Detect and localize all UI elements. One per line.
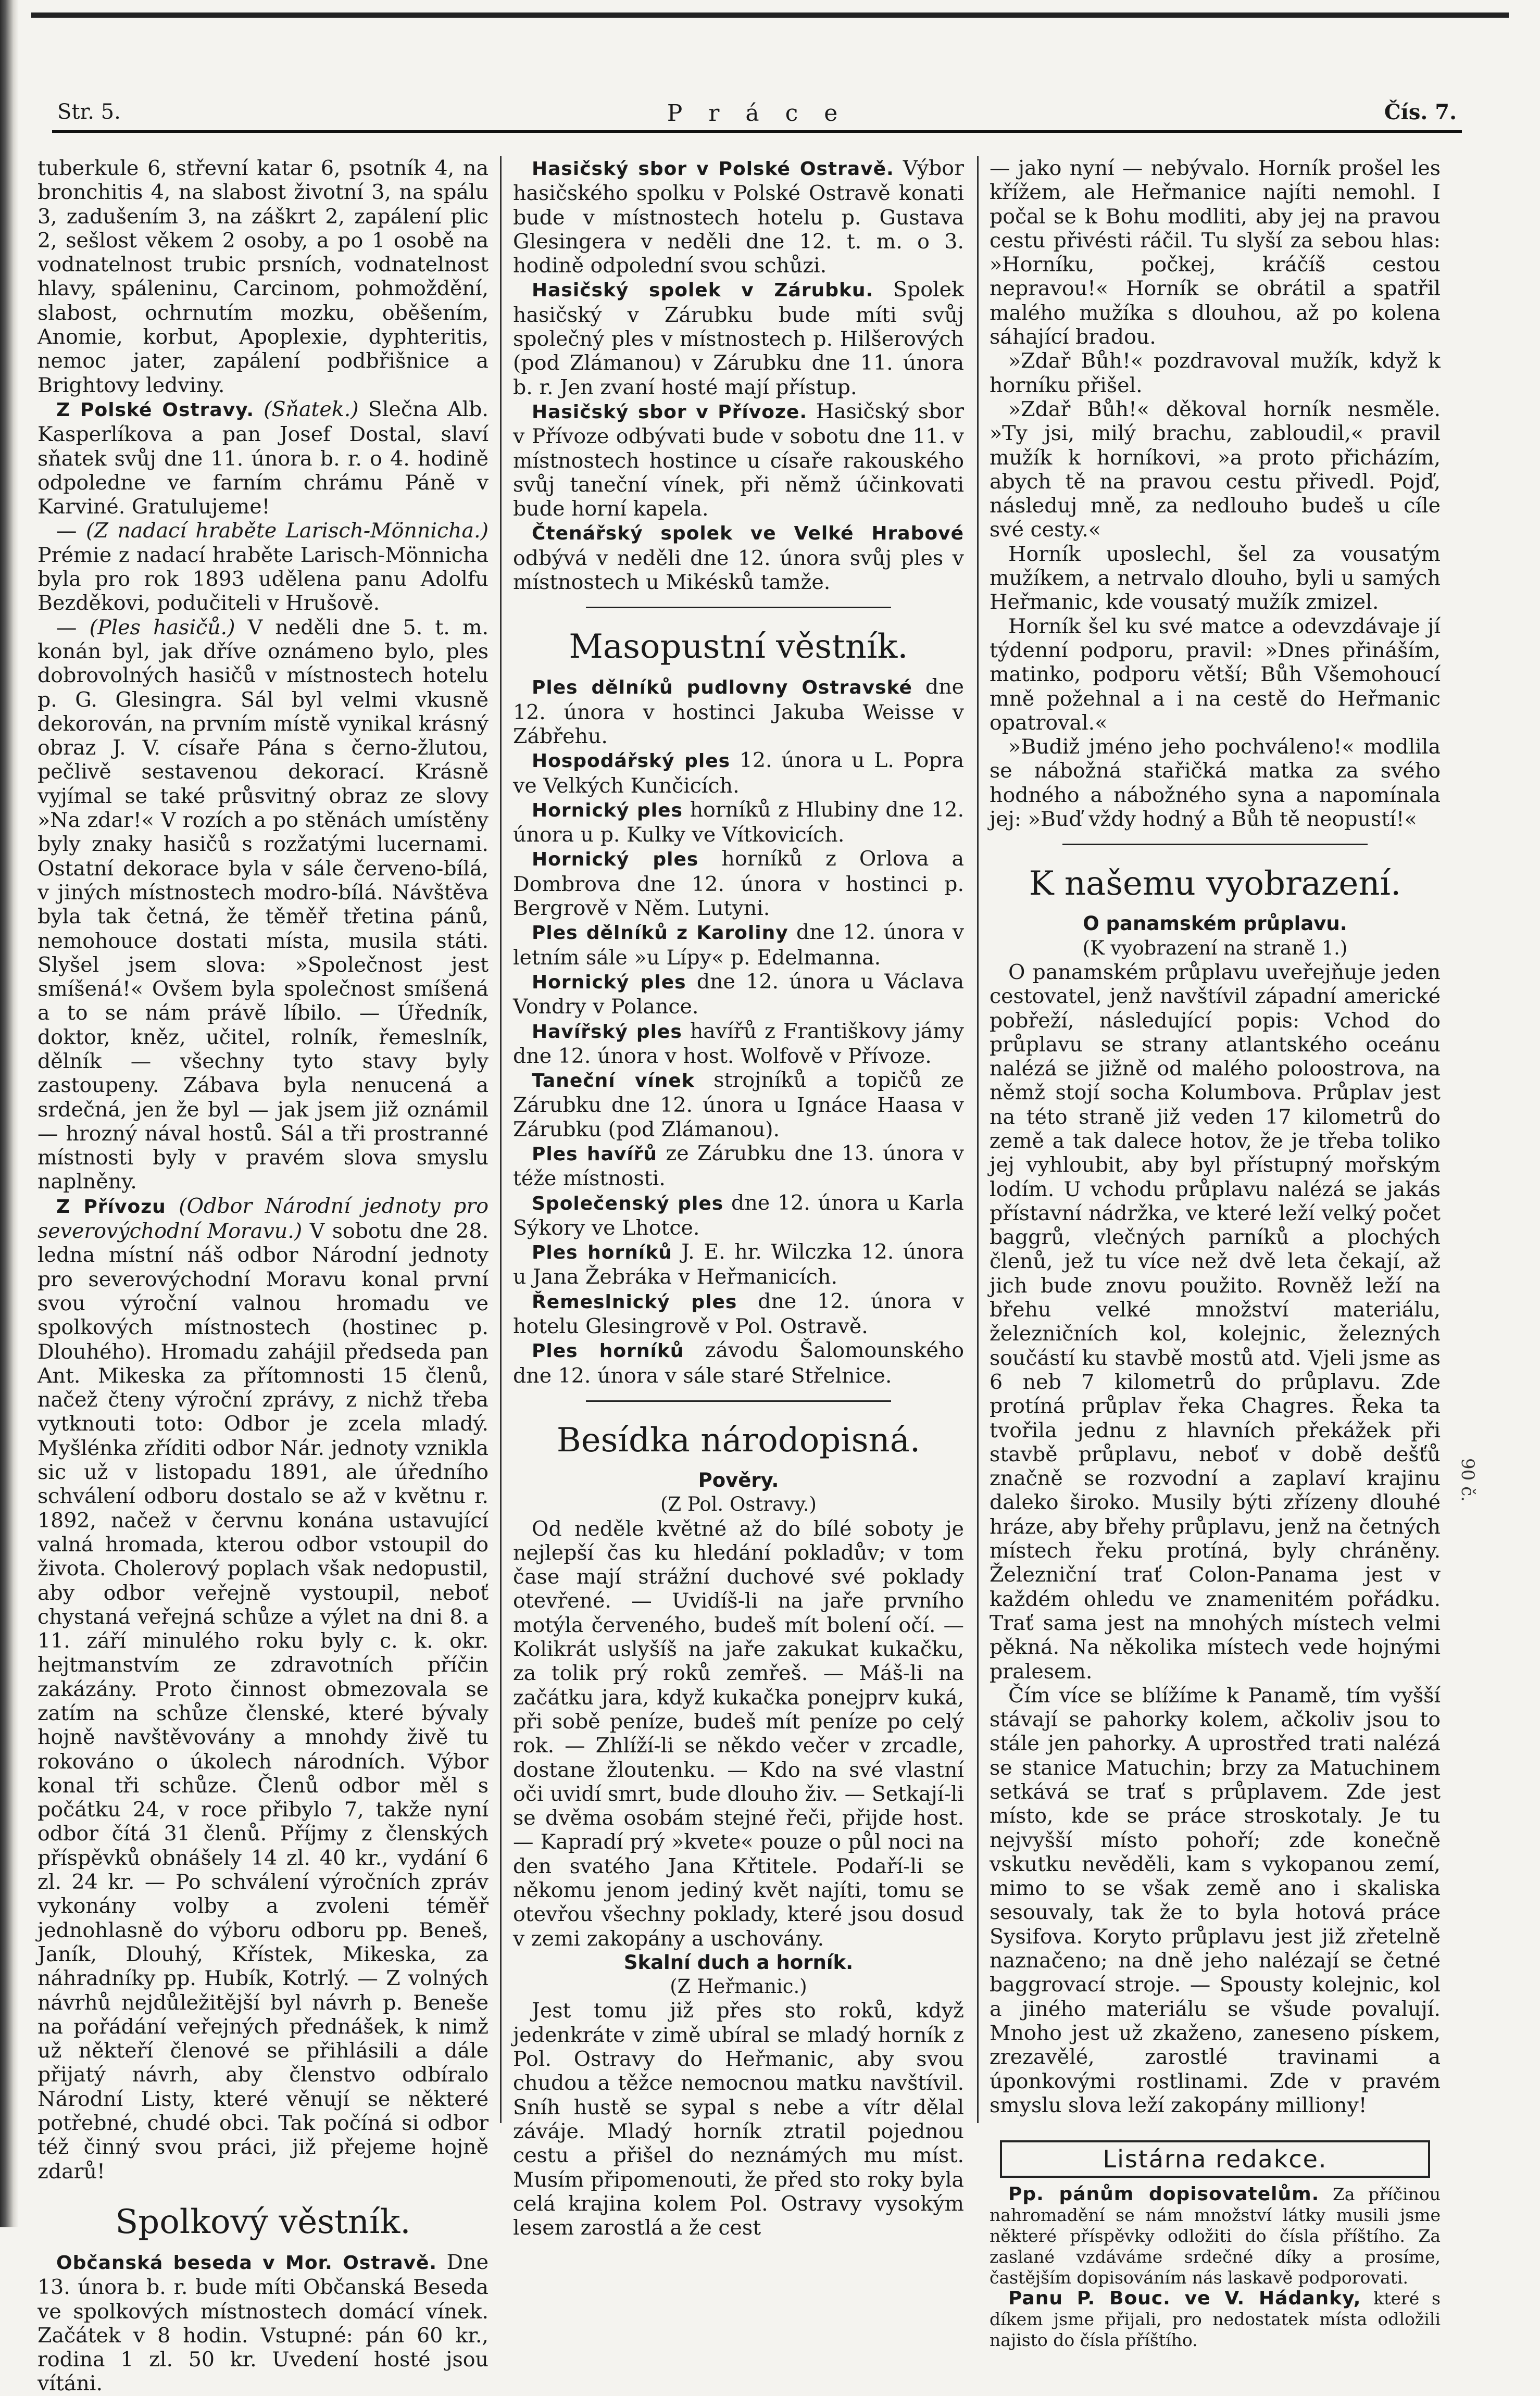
- item-heading: Hasičský sbor v Polské Ostravě.: [532, 158, 894, 180]
- item-text: horníků z Hlubiny dne 12. února u p. Kulky ve Vítkovicích.: [513, 797, 965, 847]
- news-item: — (Z nadací hraběte Larisch-Mönnicha.) Prémie z nadací hraběte Larisch-Mönnicha byla pro rok 1893 udělena panu Adolfu Bezděkovi, podučiteli v Hrušově.: [37, 519, 489, 616]
- news-item: [37, 1194, 489, 2184]
- ball-item: [513, 1289, 964, 1339]
- column-divider: [500, 156, 502, 2123]
- page-number: Str. 5.: [57, 100, 121, 124]
- ball-item: [513, 1191, 964, 1240]
- divider: [586, 1400, 891, 1402]
- notice-text: které s díkem jsme přijali, pro nedostatek místa odložili najisto do čísla příštího.: [990, 2288, 1441, 2351]
- news-item: — (Ples hasičů.) V neděli dne 5. t. m. konán byl, jak dříve oznámeno bylo, ples dobrovolných hasičů v místnostech hotelu p. G. Glesingra. Sál byl velmi vkusně dekorován, na prvním místě vynikal krásný obraz J. V. císaře Pána s černo-žlutou, pečlivě sestavenou dekorací. Krásně vyjímal se také průsvitný obraz ze slovy »Na zdar!« V rozích a po stěnách umístěny byly znaky hasičů s rozžatými lucernami. Ostatní dekorace byla v sále červeno-bílá, v jiných místnostech modro-bílá. Návštěva byla tak četná, že těměř třetina pánů, nemohouce dostati místa, musila státi. Slyšel jsem slova: »Společnost jest smíšená!« Ovšem byla společnost smíšená a to se nám právě líbilo. — Úředník, doktor, kněz, učitel, rolník, řemeslník, dělník — všechny tyto stavy byly zastoupeny. Zábava byla nenucená a srdečná, jen že byl — jak jsem již oznámil — hrozný nával hostů. Sál a tři prostranné místnosti byly v pravém slova smyslu naplněny.: [37, 615, 489, 1194]
- ball-item: [513, 1141, 964, 1191]
- paragraph: Jest tomu již přes sto roků, když jedenkráte v zimě ubíral se mladý horník z Pol. Ostravy do Heřmanic, aby svou chudou a těžce nemocnou matku navštívil. Sníh hustě se sypal s nebe a vítr dělal záváje. Mladý horník ztratil pojednou cestu a přišel do neznámých mu míst. Musím připomenouti, že před sto roky byla celá krajina kolem Pol. Ostravy vysokým lesem zarostlá a že cest: [513, 1999, 964, 2240]
- item-heading: Taneční vínek: [532, 1070, 695, 1092]
- item-heading: Hornický ples: [532, 849, 699, 871]
- header-rule: [52, 130, 1462, 133]
- item-text: V neděli dne 5. t. m. konán byl, jak dříve oznámeno bylo, ples dobrovolných hasičů v místnostech hotelu p. G. Glesingra. Sál byl velmi vkusně dekorován, na prvním místě vynikal krásný obraz J. V. císaře Pána s černo-žlutou, pečlivě sestavenou dekorací. Krásně vyjímal se také průsvitný obraz ze slovy »Na zdar!« V rozích a po stěnách umístěny byly znaky hasičů s rozžatými lucernami. Ostatní dekorace byla v sále červeno-bílá, v jiných místnostech modro-bílá. Návštěva byla tak četná, že těměř třetina pánů, nemohouce dostati místa, musila státi. Slyšel jsem slova: »Společnost jest smíšená!« Ovšem byla společnost smíšená a to se nám právě líbilo. — Úředník, doktor, kněz, učitel, rolník, řemeslník, dělník — všechny tyto stavy byly zastoupeny. Zábava byla nenucená a srdečná, jen že byl — jak jsem již oznámil — hrozný nával hostů. Sál a tři prostranné místnosti byly v pravém slova smyslu naplněny.: [37, 615, 489, 1194]
- item-source: (Z nadací hraběte Larisch-Mönnicha.): [86, 519, 489, 543]
- paragraph: »Budiž jméno jeho pochváleno!« modlila se nábožná stařičká matka za svého hodného a nábožného syna a napomínala jej: »Buď vždy hodný a Bůh tě neopustí!«: [990, 735, 1441, 832]
- paragraph: tuberkule 6, střevní katar 6, psotník 4, na bronchitis 4, na slabost životní 3, na spálu 3, zadušením 3, na záškrt 2, zapálení plic 2, sešlost věkem 2 osoby, a po 1 osobě na vodnatelnost trubic prsních, vodnatelnost hlavy, spáleninu, Carcinom, pohmoždění, slabost, ochrnutím mozku, oběšením, Anomie, korbut, Apoplexie, dyphteritis, nemoc jater, zapálení podbřišnice a Brightovy ledviny.: [37, 156, 489, 397]
- divider: [586, 607, 891, 608]
- item-heading: Z Přívozu: [56, 1196, 166, 1218]
- ball-item: [513, 920, 964, 970]
- item-heading: Ples horníků: [532, 1242, 672, 1264]
- item-heading: Hasičský spolek v Zárubku.: [532, 280, 874, 302]
- article-title: Pověry.: [698, 1469, 779, 1491]
- newspaper-title: P r á c e: [667, 100, 847, 127]
- paragraph: O panamském průplavu uveřejňuje jeden cestovatel, jenž navštívil západní americké pobřeží, následující popis: Vchod do průplavu se strany atlantského oceánu nalézá se jižně od malého poloostrova, na němž stojí socha Kolumbova. Průplav jest na této straně již veden 17 kilometrů do země a tak dalece hotov, že je třeba toliko jej vyhloubit, aby byl přístupný mořským lodím. U vchodu průplavu nalézá se jakás přístavní nádržka, ve které leží velký počet baggrů, vlečných parníků a plochých členů, jež tu více než dvě leta čekají, až jich bude znovu použito. Rovněž leží na břehu velké množství materiálu, železničních kol, kolejnic, železných součástí ku stavbě mostů atd. Vjeli jsme as 6 neb 7 kilometrů do průplavu. Zde protíná průplav řeka Chagres. Řeka ta tvořila jednu z hlavních překážek při stavbě průplavu, neboť v době dešťů značně se rozvodní a zaplaví krajinu daleko široko. Musily býti zřízeny dlouhé hráze, aby břehy průplavu, jenž na četných místech řeku protíná, byly chráněny. Železniční trať Colon-Panama jest v každém ohledu ve znamenitém pořádku. Trať sama jest na mnohých místech velmi pěkná. Na několika místech vede hojnými pralesem.: [990, 960, 1441, 1684]
- item-text: J. E. hr. Wilczka 12. února u Jana Žebráka v Heřmanicích.: [513, 1240, 964, 1289]
- item-heading: Řemeslnický ples: [532, 1291, 737, 1313]
- article-source: (Z Heřmanic.): [670, 1975, 807, 1998]
- ball-item: [513, 1068, 964, 1141]
- item-text: Spolek hasičský v Zárubku bude míti svůj společný ples v místnostech p. Hilšerových (pod Zlámanou) v Zárubku dne 11. února b. r. Jen zvaní hosté mají přístup.: [513, 278, 964, 399]
- notice-text: Za příčinou nahromadění se nám množství látky musili jsme některé příspěvky odložiti do čísla příštího. Za zaslané vzdáváme srdečné díky a prosíme, častějším dopisováním nás laskavě podporovati.: [990, 2184, 1441, 2288]
- item-heading: Z Polské Ostravy.: [56, 399, 255, 421]
- item-source: (Ples hasičů.): [89, 615, 235, 639]
- paragraph: Od neděle květné až do bílé soboty je nejlepší čas ku hledání pokladův; v tom čase mají strážní duchové své poklady otevřené. — Uvidíš-li na jaře prvního motýla červeného, budeš mít bolení očí. — Kolikrát uslyšíš na jaře zakukat kukačku, za tolik prý roků zemřeš. — Máš-li na začátku jara, když kukačka ponejprv kuká, při sobě peníze, budeš mít peníze po celý rok. — Zhlíží-li se někdo večer v zrcadle, dostane žloutenku. — Kdo na své vlastní oči uvidí smrt, bude dlouho živ. — Setkají-li se dvěma osobám stejné řeči, přijde host. — Kapradí prý »kvete« pouze o půl noci na den svatého Jana Křtitele. Podaří-li se někomu jenom jediný květ najíti, tomu se otevřou všechny poklady, které jsou dosud v zemi zakopány a uschovány.: [513, 1516, 964, 1951]
- item-text: strojníků a topičů ze Zárubku dne 12. února u Ignáce Haasa v Zárubku (pod Zlámanou).: [513, 1068, 965, 1141]
- news-item: [513, 156, 964, 278]
- section-title: Spolkový věstník.: [115, 2202, 411, 2241]
- article-title: O panamském průplavu.: [1083, 912, 1347, 935]
- news-item: [37, 2250, 489, 2396]
- notice-heading: Pp. pánům dopisovatelům.: [1008, 2184, 1320, 2205]
- section-title: K našemu vyobrazení.: [1029, 864, 1401, 904]
- item-text: odbývá v neděli dne 12. února svůj ples v místnostech u Mikésků tamže.: [513, 546, 964, 595]
- item-text: závodu Šalomounského dne 12. února v sále staré Střelnice.: [513, 1338, 964, 1388]
- section-title-box: Listárna redakce.: [1000, 2140, 1430, 2178]
- item-text: dne 12. února v letním sále »u Lípy« p. Edelmanna.: [513, 920, 965, 970]
- item-text: dne 12. února v hotelu Glesingrově v Pol. Ostravě.: [513, 1289, 965, 1339]
- item-text: Slečna Alb. Kasperlíkova a pan Josef Dostal, slaví sňatek svůj dne 11. února b. r. o 4. hodině odpoledne ve farním chrámu Páně v Karviné. Gratulujeme!: [37, 397, 489, 519]
- ball-item: [513, 1338, 964, 1388]
- item-text: dne 12. února u Václava Vondry v Polance.: [513, 969, 964, 1019]
- paragraph: »Zdař Bůh!« pozdravoval mužík, když k horníku přišel.: [990, 349, 1441, 397]
- section-title: Masopustní věstník.: [569, 628, 908, 667]
- news-item: [513, 399, 964, 521]
- item-heading: Ples dělníků pudlovny Ostravské: [532, 677, 912, 699]
- item-heading: Čtenářský spolek ve Velké Hrabové: [532, 523, 964, 545]
- issue-number: Čís. 7.: [1384, 100, 1457, 124]
- news-item: [513, 521, 964, 594]
- item-source: (Sňatek.): [264, 397, 359, 421]
- column-2: [513, 156, 965, 2240]
- scan-edge: [0, 0, 19, 2227]
- news-item: [37, 397, 489, 519]
- section-title: Besídka národopisná.: [556, 1421, 921, 1460]
- item-text: Prémie z nadací hraběte Larisch-Mönnicha byla pro rok 1893 udělena panu Adolfu Bezděkovi, podučiteli v Hrušově.: [37, 543, 489, 616]
- item-heading: Hornický ples: [532, 971, 686, 993]
- paragraph: — jako nyní — nebývalo. Horník prošel les křížem, ale Heřmanice najíti nemohl. I počal se k Bohu modliti, aby jej na pravou cestu přivésti ráčil. Tu slyší za sebou hlas: »Horníku, počkej, kráčíš cestou nepravou!« Horník se obrátil a spatřil malého mužíka s dlouhou, až po kolena sáhající bradou.: [990, 156, 1441, 349]
- column-divider: [977, 156, 979, 2123]
- top-border: [31, 12, 1509, 18]
- item-text: V sobotu dne 28. ledna místní náš odbor Národní jednoty pro severovýchodní Moravu konal první svou výroční valnou hromadu ve spolkových místnostech (hostinec p. Dlouhého). Hromadu zahájil předseda pan Ant. Mikeska za přítomnosti 15 členů, načež čteny výroční zprávy, z nichž třeba vytknouti toto: Odbor je zcela mladý. Myšlénka zříditi odbor Nár. jednoty vznikla sic už v listopadu 1891, ale úředního schválení odboru dostalo se až v květnu r. 1892, načež v červnu konána ustavující valná hromada, kterou odbor vstoupil do života. Cholerový poplach však nedopustil, aby odbor veřejně vystoupil, neboť chystaná veřejná schůze a výlet na dni 8. a 11. září minulého roku byly c. k. okr. hejtmanstvím ze zdravotních příčin zakázány. Proto činnost obmezovala se zatím na schůze členské, které bývaly hojně navštěvovány a mnohdy živě tu rokováno o úkolech národních. Výbor konal tři schůze. Členů odbor měl s počátku 24, v roce přibylo 7, takže nyní odbor čítá 31 členů. Příjmy z členských příspěvků obnášely 14 zl. 40 kr., vydání 6 zl. 24 kr. — Po schválení výročních zpráv vykonány volby a zvoleni téměř jednohlasně do výboru odboru pp. Beneš, Janík, Dlouhý, Křístek, Mikeska, za náhradníky pp. Hubík, Kotrlý. — Z volných návrhů nejdůležitější byl návrh p. Beneše na pořádání veřejných přednášek, k nimž už někteří členové se přihlásili a dále přijatý návrh, aby členstvo odbíralo Národní Listy, které věnují se některé potřebné, chudé obci. Tak počíná si odbor též činný svou práci, již přejeme hojně zdarů!: [37, 1219, 489, 2184]
- margin-mark: 90 č.: [1457, 1458, 1478, 1502]
- paragraph: »Zdař Bůh!« děkoval horník nesměle. »Ty jsi, milý brachu, zabloudil,« pravil mužík k horníkovi, »a proto přicházím, abych tě na pravou cestu přivedl. Pojď, následuj mně, za nedlouho budeš u cíle své cesty.«: [990, 397, 1441, 542]
- item-text: dne 12. února u Karla Sýkory ve Lhotce.: [513, 1190, 964, 1240]
- notice: [990, 2184, 1441, 2288]
- ball-item: [513, 1240, 964, 1289]
- ball-item: [513, 798, 964, 847]
- ball-item: [513, 1019, 964, 1069]
- item-text: Hasičský sbor v Přívoze odbývati bude v sobotu dne 11. v místnostech hostince u císaře rakouského svůj taneční vínek, při němž účinkovati bude horní kapela.: [513, 399, 964, 521]
- ball-item: [513, 970, 964, 1019]
- item-text: 12. února u L. Popra ve Velkých Kunčicích.: [513, 748, 964, 798]
- divider: [1062, 844, 1368, 845]
- item-heading: Hospodářský ples: [532, 750, 731, 772]
- item-heading: Ples havířů: [532, 1143, 658, 1165]
- item-text: ze Zárubku dne 13. února v téže místnosti.: [513, 1141, 964, 1191]
- item-text: havířů z Františkovy jámy dne 12. února v host. Wolfově v Přívoze.: [513, 1019, 964, 1068]
- article-source: (Z Pol. Ostravy.): [660, 1493, 817, 1516]
- ball-item: [513, 748, 964, 798]
- article-source: (K vyobrazení na straně 1.): [1082, 936, 1348, 959]
- item-heading: Hornický ples: [532, 799, 683, 821]
- paragraph: Horník šel ku své matce a odevzdávaje jí týdenní podporu, pravil: »Dnes přináším, matinko, podporu větší; Bůh Všemohoucí mně požehnal a i na cestě do Heřmanic opatroval.«: [990, 614, 1441, 735]
- item-heading: Ples dělníků z Karoliny: [532, 922, 788, 944]
- item-text: dne 12. února v hostinci Jakuba Weisse v Zábřehu.: [513, 675, 965, 748]
- item-heading: Společenský ples: [532, 1193, 724, 1214]
- column-3: [990, 156, 1441, 2351]
- paragraph: Horník uposlechl, šel za vousatým mužíkem, a netrvalo dlouho, byli u samých Heřmanic, kde vousatý mužík zmizel.: [990, 542, 1441, 614]
- news-item: [513, 278, 964, 399]
- column-1: [37, 156, 489, 2396]
- item-heading: Hasičský sbor v Přívoze.: [532, 401, 807, 423]
- item-text: horníků z Orlova a Dombrova dne 12. února v hostinci p. Bergrově v Něm. Lutyni.: [513, 847, 965, 921]
- paragraph: Čím více se blížíme k Panamě, tím vyšší stávají se pahorky kolem, ačkoliv jsou to stále jen pahorky. A uprostřed trati nalézá se stanice Matuchin; brzy za Matuchinem setkává se trať s průplavem. Zde jest místo, kde se práce stroskotaly. Je tu nejvyšší místo pohoří; zde konečně vskutku nevěděli, kam s vykopanou zemí, mimo to se však země ano i skaliska sesouvaly, tak že to byla hotová práce Sysifova. Koryto průplavu jest již zřetelně naznačeno; na dně jeho nalézají se četné baggrovací stroje. — Spousty kolejnic, kol a jiného materiálu se všude povalují. Mnoho jest už zkaženo, zaneseno pískem, zrezavělé, zarostlé travinami a úponkovými rostlinami. Zde v pravém smyslu slova leží zakopány milliony!: [990, 1683, 1441, 2117]
- notice-heading: Panu P. Bouc. ve V. Hádanky,: [1008, 2288, 1361, 2310]
- item-text: Výbor hasičského spolku v Polské Ostravě konati bude v místnostech hotelu p. Gustava Glesingera v neděli dne 12. t. m. o 3. hodině odpolední svou schůzi.: [513, 156, 964, 278]
- article-title: Skalní duch a horník.: [623, 1951, 854, 1974]
- notice: [990, 2288, 1441, 2351]
- ball-item: [513, 847, 964, 920]
- item-heading: Havířský ples: [532, 1021, 682, 1043]
- item-source: (Odbor Národní jednoty pro severovýchodní Moravu.): [37, 1194, 489, 1244]
- page-header: [57, 100, 1457, 131]
- item-heading: Ples horníků: [532, 1340, 684, 1362]
- ball-item: [513, 675, 964, 748]
- item-heading: Občanská beseda v Mor. Ostravě.: [56, 2252, 437, 2274]
- item-text: Dne 13. února b. r. bude míti Občanská Beseda ve spolkových místnostech domácí vínek. Začátek v 8 hodin. Vstupné: pán 60 kr., rodina 1 zl. 50 kr. Uvedení hosté jsou vítáni.: [37, 2250, 489, 2396]
